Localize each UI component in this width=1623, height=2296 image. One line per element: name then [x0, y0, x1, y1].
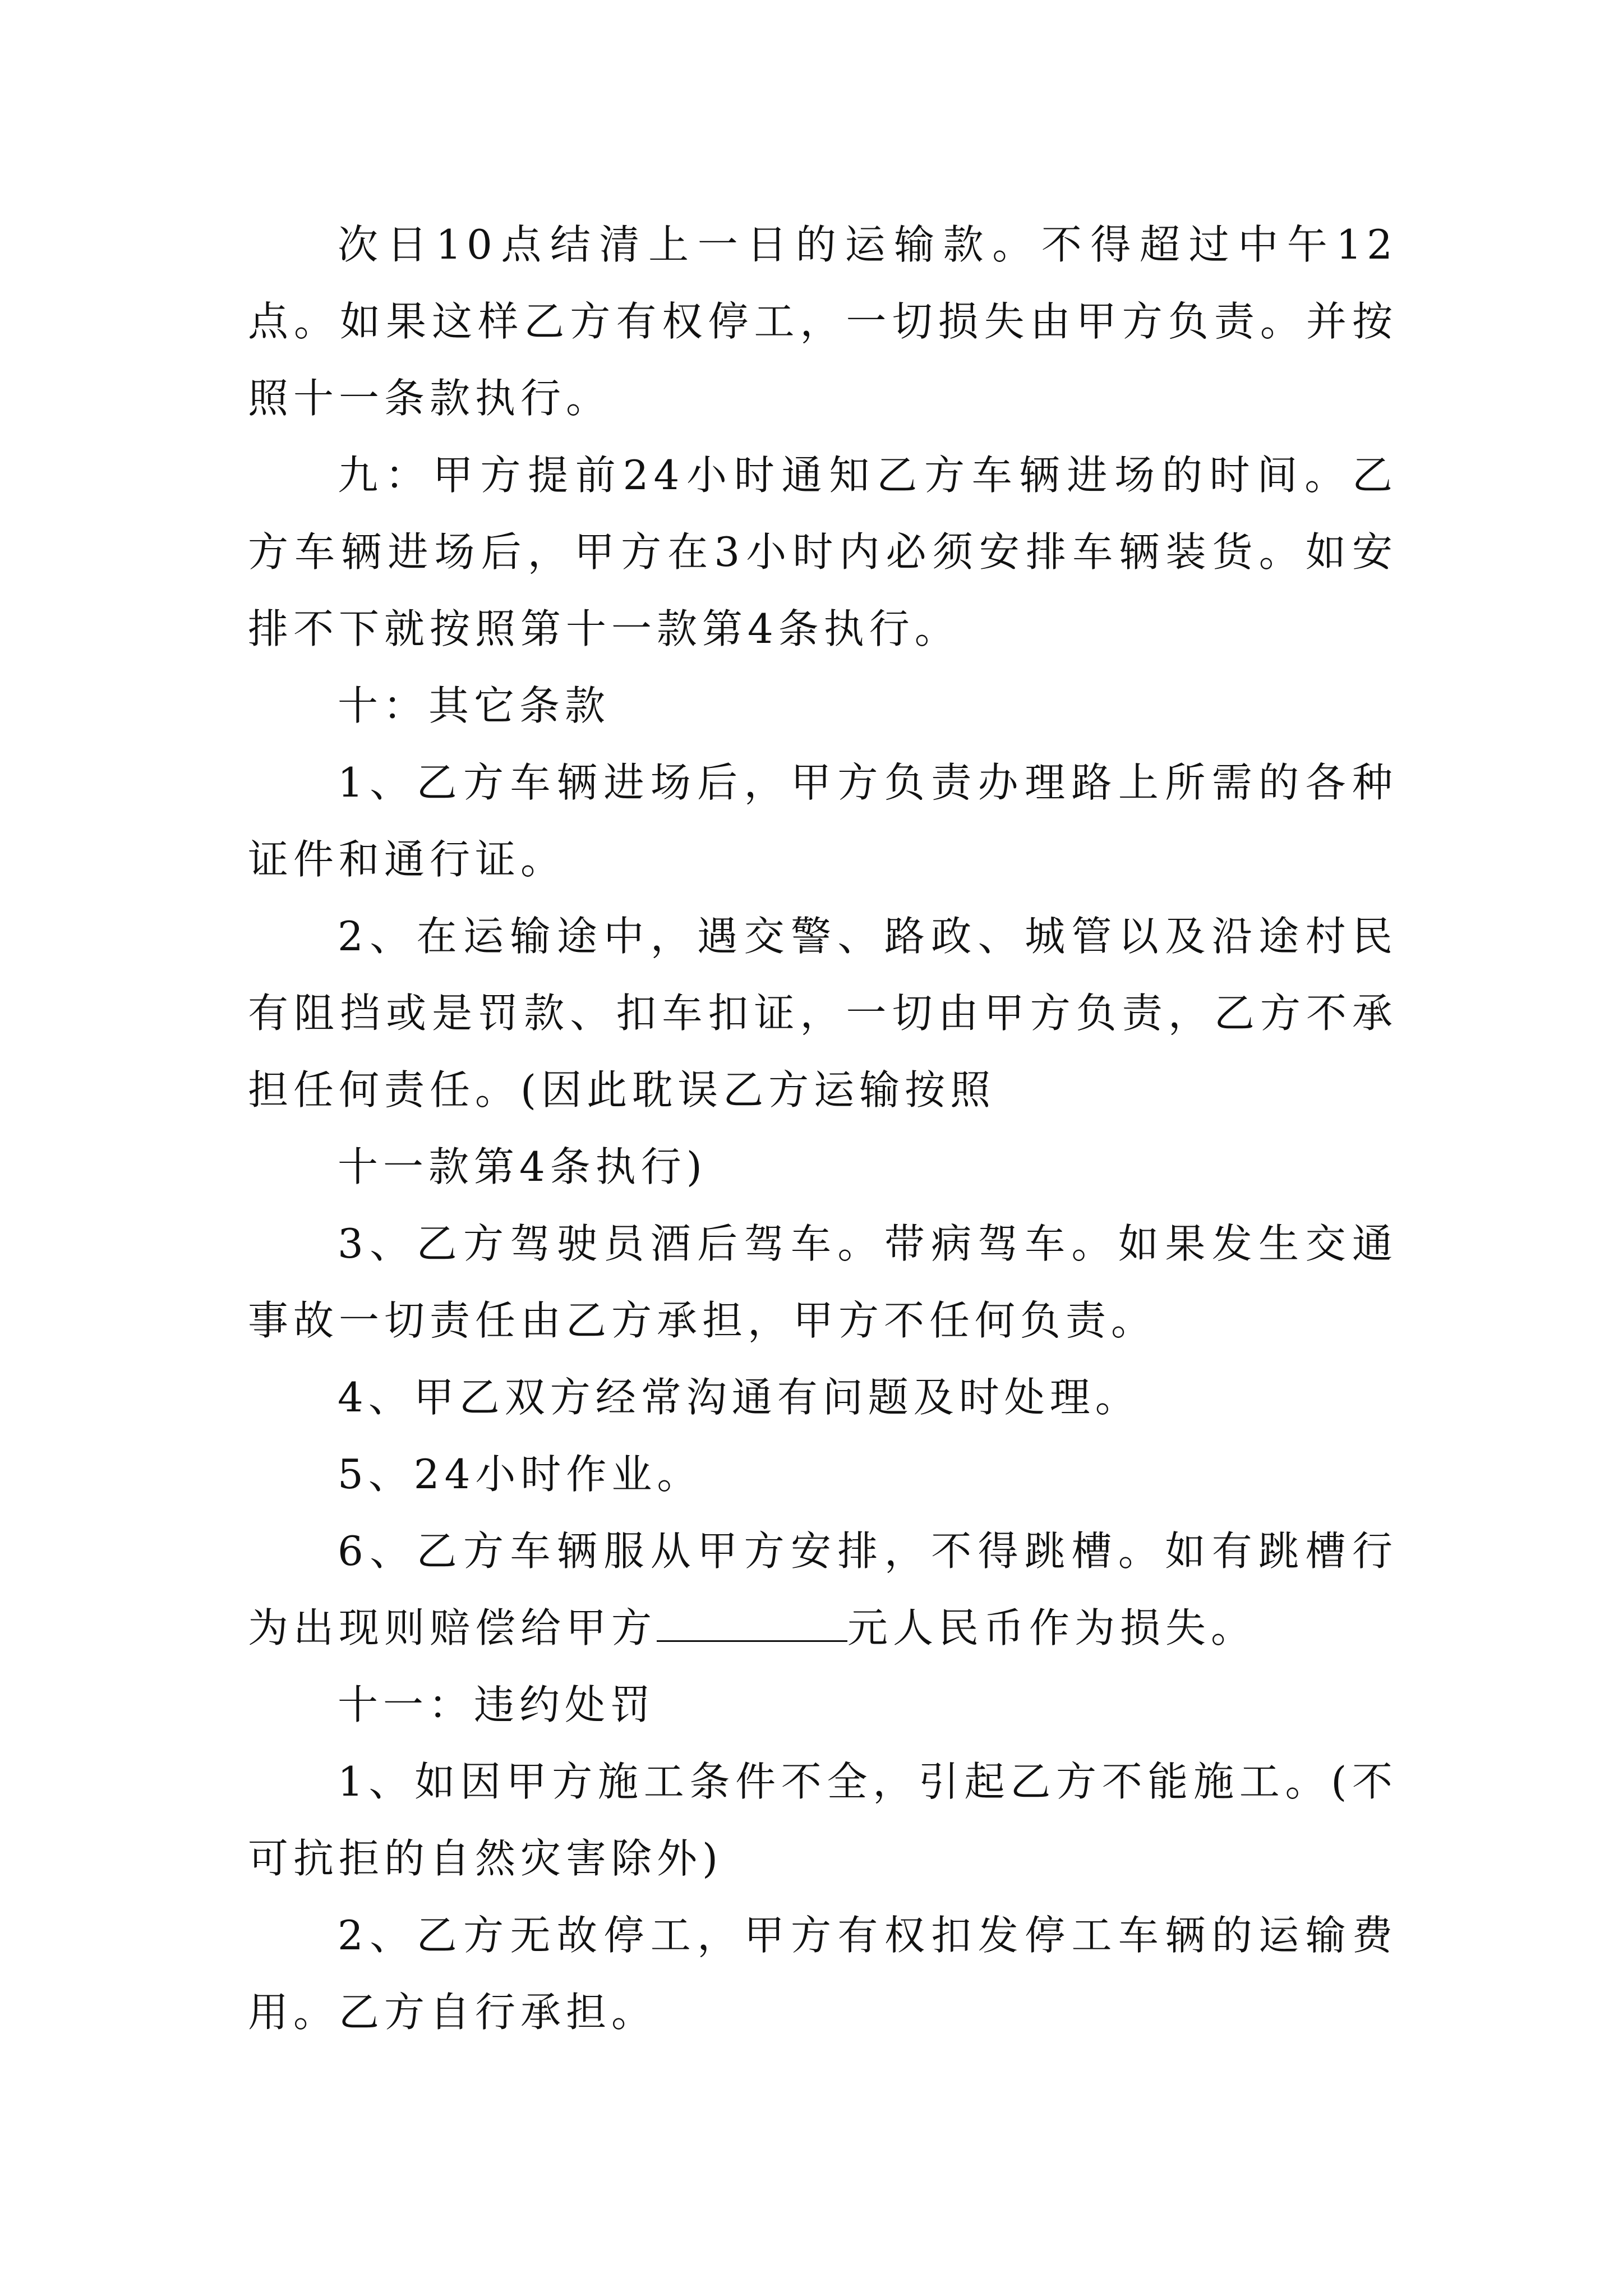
paragraph-clause-ten-item-3: 3、乙方驾驶员酒后驾车。带病驾车。如果发生交通事故一切责任由乙方承担，甲方不任何负责。 — [248, 1220, 1398, 1344]
document-body — [248, 206, 1398, 2051]
item-6-text-after-blank: 元人民币作为损失。 — [847, 1604, 1257, 1651]
heading-clause-eleven: 十一：违约处罚 — [338, 1681, 656, 1728]
paragraph-clause-ten-item-5: 5、24小时作业。 — [338, 1451, 703, 1498]
paragraph-clause-ten-item-2-cont: 十一款第4条执行) — [338, 1143, 707, 1190]
item-6-text-before-blank: 6、乙方车辆服从甲方安排，不得跳槽。如有跳槽行为出现则赔偿给甲方 — [248, 1527, 1398, 1651]
paragraph-clause-ten-item-6 — [248, 1513, 1398, 1667]
paragraph-clause-ten-item-4: 4、甲乙双方经常沟通有问题及时处理。 — [338, 1374, 1141, 1421]
heading-clause-ten: 十：其它条款 — [338, 682, 611, 729]
amount-blank-line — [657, 1605, 847, 1642]
paragraph-clause-ten-item-2: 2、在运输途中，遇交警、路政、城管以及沿途村民有阻挡或是罚款、扣车扣证，一切由甲方负责，乙方不承担任何责任。(因此耽误乙方运输按照 — [248, 913, 1398, 1114]
paragraph-clause-eleven-item-1: 1、如因甲方施工条件不全，引起乙方不能施工。(不可抗拒的自然灾害除外) — [248, 1758, 1398, 1882]
paragraph-clause-ten-item-1: 1、乙方车辆进场后，甲方负责办理路上所需的各种证件和通行证。 — [248, 759, 1398, 883]
paragraph-clause-eleven-item-2: 2、乙方无故停工，甲方有权扣发停工车辆的运输费用。乙方自行承担。 — [248, 1912, 1398, 2036]
paragraph-settlement: 次日10点结清上一日的运输款。不得超过中午12点。如果这样乙方有权停工，一切损失由甲方负责。并按照十一条款执行。 — [248, 221, 1398, 422]
paragraph-clause-nine: 九：甲方提前24小时通知乙方车辆进场的时间。乙方车辆进场后，甲方在3小时内必须安排车辆装货。如安排不下就按照第十一款第4条执行。 — [248, 452, 1398, 652]
